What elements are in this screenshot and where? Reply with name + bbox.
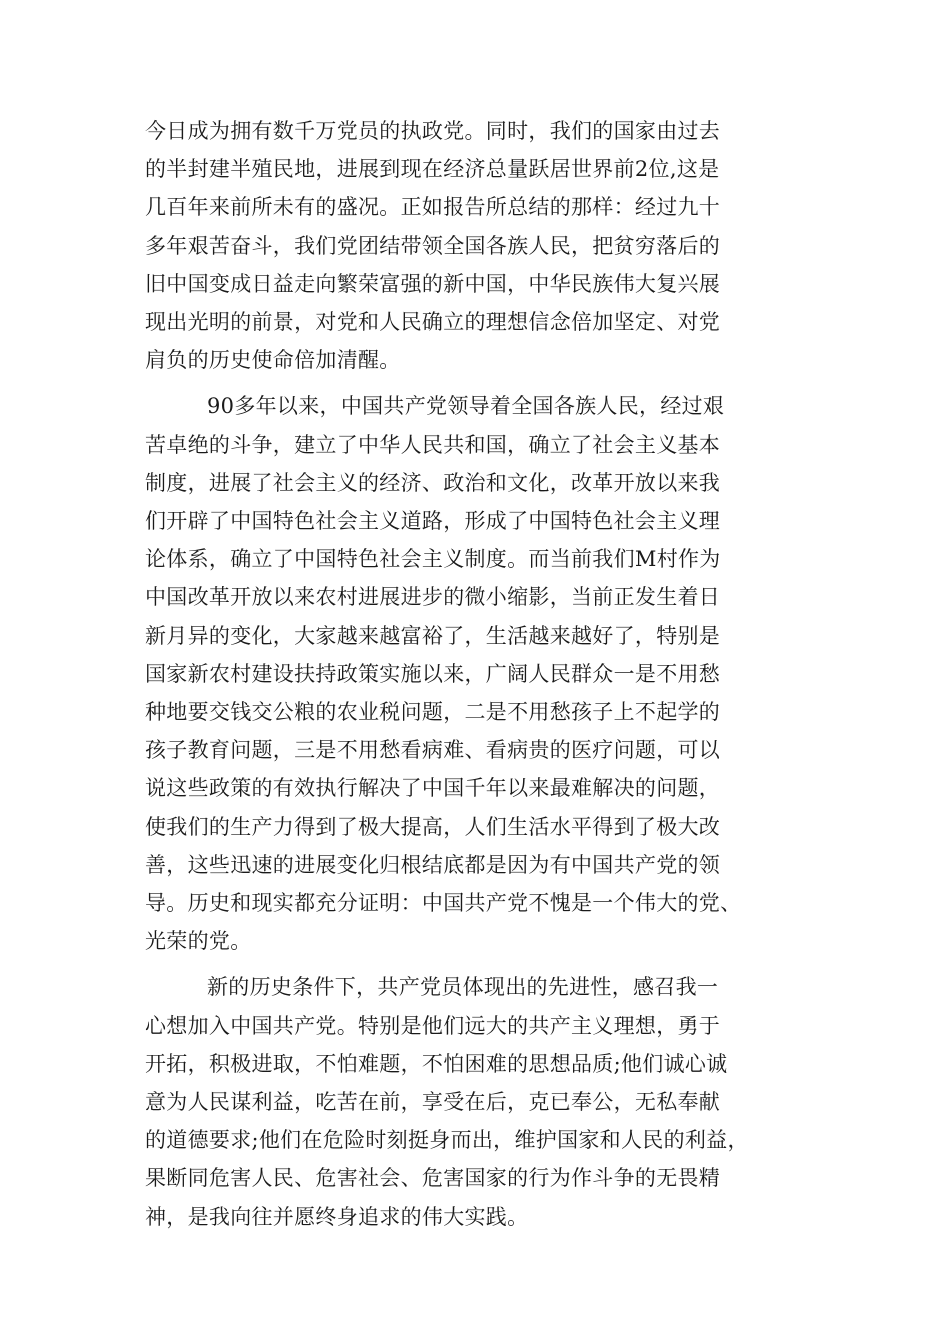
- text-line: 开拓，积极进取，不怕难题，不怕困难的思想品质;他们诚心诚: [145, 1051, 728, 1076]
- text-line: 们开辟了中国特色社会主义道路，形成了中国特色社会主义理: [145, 509, 721, 534]
- text-line: 现出光明的前景，对党和人民确立的理想信念倍加坚定、对党: [145, 310, 721, 335]
- text-line: 果断同危害人民、危害社会、危害国家的行为作斗争的无畏精: [145, 1166, 721, 1191]
- paragraph-1: [145, 112, 805, 379]
- text-line: 国家新农村建设扶持政策实施以来，广阔人民群众一是不用愁: [145, 661, 721, 686]
- document-body: [145, 112, 805, 1244]
- text-line: 导。历史和现实都充分证明：中国共产党不愧是一个伟大的党、: [145, 891, 742, 916]
- text-line: 新月异的变化，大家越来越富裕了，生活越来越好了，特别是: [145, 623, 721, 648]
- paragraph-3: [145, 968, 805, 1235]
- text-line: 种地要交钱交公粮的农业税问题，二是不用愁孩子上不起学的: [145, 700, 721, 725]
- text-line: 制度，进展了社会主义的经济、政治和文化，改革开放以来我: [145, 470, 721, 495]
- text-line: 苦卓绝的斗争，建立了中华人民共和国，确立了社会主义基本: [145, 432, 721, 457]
- text-line: 使我们的生产力得到了极大提高，人们生活水平得到了极大改: [145, 814, 721, 839]
- text-line: 善，这些迅速的进展变化归根结底都是因为有中国共产党的领: [145, 852, 721, 877]
- text-line: 新的历史条件下，共产党员体现出的先进性，感召我一: [207, 975, 719, 1000]
- text-line: 几百年来前所未有的盛况。正如报告所总结的那样：经过九十: [145, 195, 721, 220]
- text-line: 孩子教育问题，三是不用愁看病难、看病贵的医疗问题，可以: [145, 738, 721, 763]
- text-line: 神，是我向往并愿终身追求的伟大实践。: [145, 1204, 529, 1229]
- text-line: 的道德要求;他们在危险时刻挺身而出，维护国家和人民的利益，: [145, 1128, 749, 1153]
- text-line: 肩负的历史使命倍加清醒。: [145, 348, 401, 373]
- text-line: 今日成为拥有数千万党员的执政党。同时，我们的国家由过去: [145, 119, 721, 143]
- text-line: 说这些政策的有效执行解决了中国千年以来最难解决的问题，: [145, 776, 721, 801]
- text-line: 心想加入中国共产党。特别是他们远大的共产主义理想，勇于: [145, 1013, 721, 1038]
- paragraph-2: [145, 387, 805, 960]
- text-line: 中国改革开放以来农村进展进步的微小缩影，当前正发生着日: [145, 585, 721, 610]
- text-line: 多年艰苦奋斗，我们党团结带领全国各族人民，把贫穷落后的: [145, 233, 721, 258]
- text-line: 旧中国变成日益走向繁荣富强的新中国，中华民族伟大复兴展: [145, 271, 721, 296]
- text-line: 意为人民谋利益，吃苦在前，享受在后，克已奉公，无私奉献: [145, 1090, 721, 1115]
- text-line: 光荣的党。: [145, 929, 252, 954]
- text-line: 的半封建半殖民地，进展到现在经济总量跃居世界前2位,这是: [145, 157, 720, 182]
- text-line: 90多年以来，中国共产党领导着全国各族人民，经过艰: [207, 394, 725, 419]
- text-line: 论体系，确立了中国特色社会主义制度。而当前我们M村作为: [145, 547, 721, 572]
